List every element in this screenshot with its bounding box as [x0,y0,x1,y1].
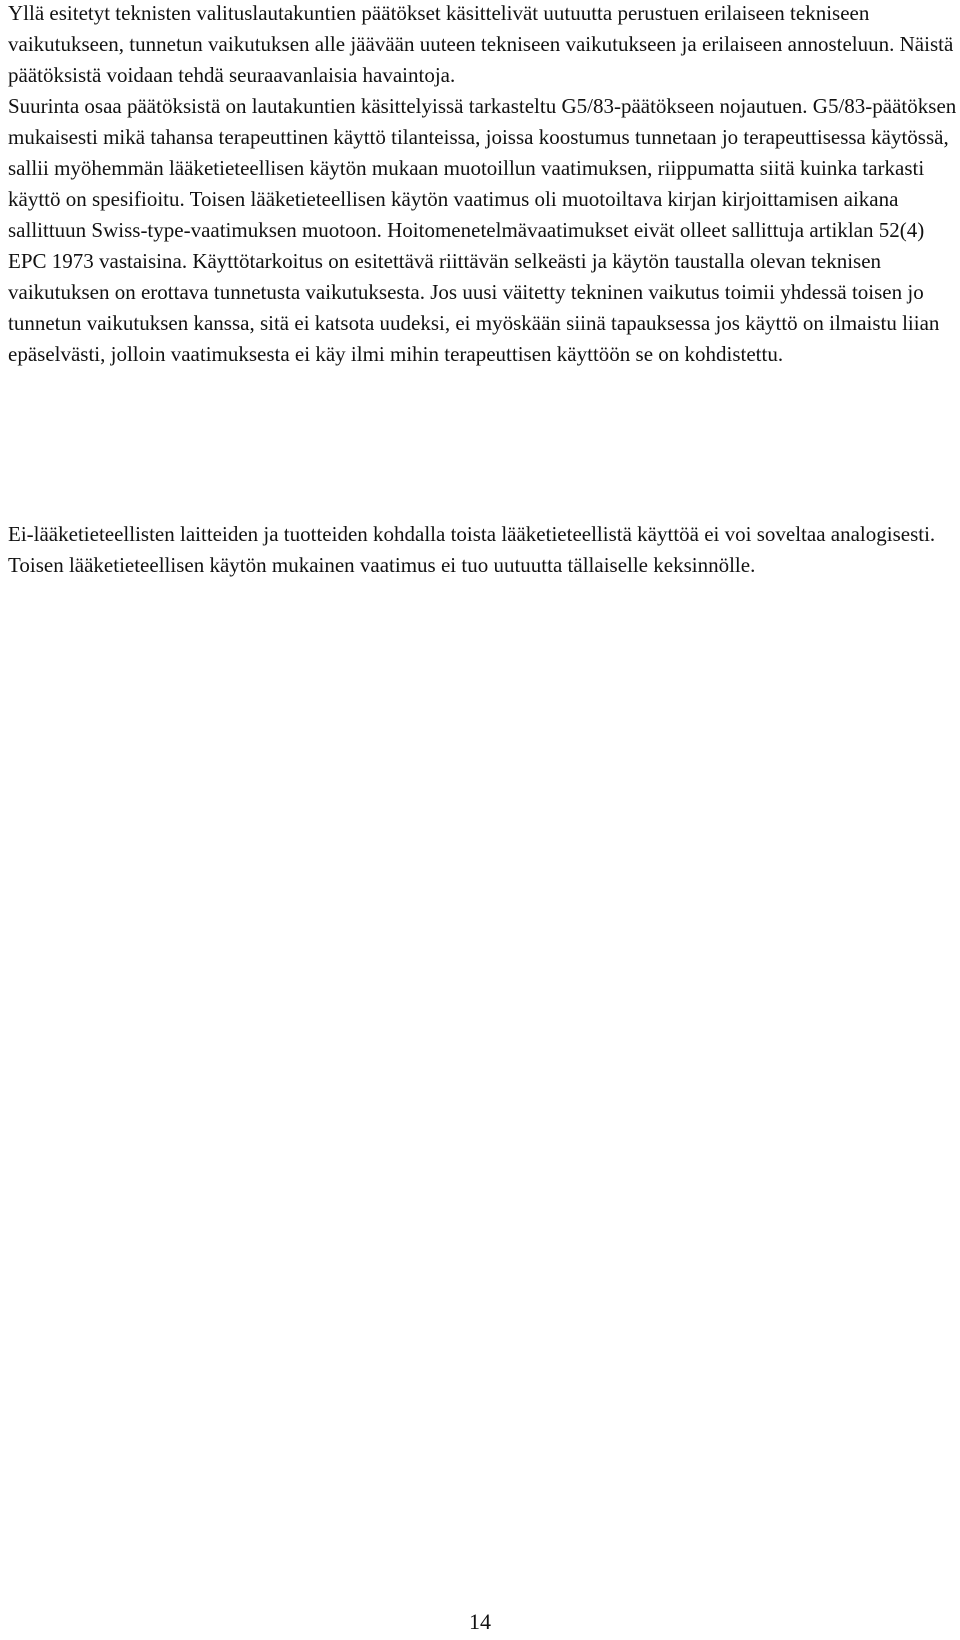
paragraph-g5-83: Suurinta osaa päätöksistä on lautakuntien käsittelyissä tarkasteltu G5/83-päätökseen nojautuen. G5/83-päätöksen mukaisesti mikä tahansa terapeuttinen käyttö tilanteissa, joissa koostumus tunnetaan jo terapeuttisessa käytössä, sallii myöhemmän lääketieteellisen käytön mukaan muotoillun vaatimuksen, riippumatta siitä kuinka tarkasti käyttö on spesifioitu. Toisen lääketieteellisen käytön vaatimus oli muotoiltava kirjan kirjoittamisen aikana sallittuun Swiss-type-vaatimuksen muotoon. Hoitomenetelmävaatimukset eivät olleet sallittuja artiklan 52(4) EPC 1973 vastaisina. Käyttötarkoitus on esitettävä riittävän selkeästi ja käytön taustalla olevan teknisen vaikutuksen on erottava tunnetusta vaikutuksesta. Jos uusi väitetty tekninen vaikutus toimii yhdessä toisen jo tunnetun vaikutuksen kanssa, sitä ei katsota uudeksi, ei myöskään siinä tapauksessa jos käyttö on ilmaistu liian epäselvästi, jolloin vaatimuksesta ei käy ilmi mihin terapeuttisen käyttöön se on kohdistettu. [8,94,957,366]
paragraph-non-medical: Ei-lääketieteellisten laitteiden ja tuotteiden kohdalla toista lääketieteellistä käyttöä ei voi soveltaa analogisesti. Toisen lääketieteellisen käytön mukainen vaatimus ei tuo uutuutta tällaiselle keksinnölle. [8,522,936,577]
text-block-main [8,0,960,370]
text-block-secondary [8,519,960,581]
paragraph-intro: Yllä esitetyt teknisten valituslautakuntien päätökset käsittelivät uutuutta perustuen erilaiseen tekniseen vaikutukseen, tunnetun vaikutuksen alle jäävään uuteen tekniseen vaikutukseen ja erilaiseen annosteluun. Näistä päätöksistä voidaan tehdä seuraavanlaisia havaintoja. [8,1,954,87]
page-number: 14 [469,1609,491,1634]
